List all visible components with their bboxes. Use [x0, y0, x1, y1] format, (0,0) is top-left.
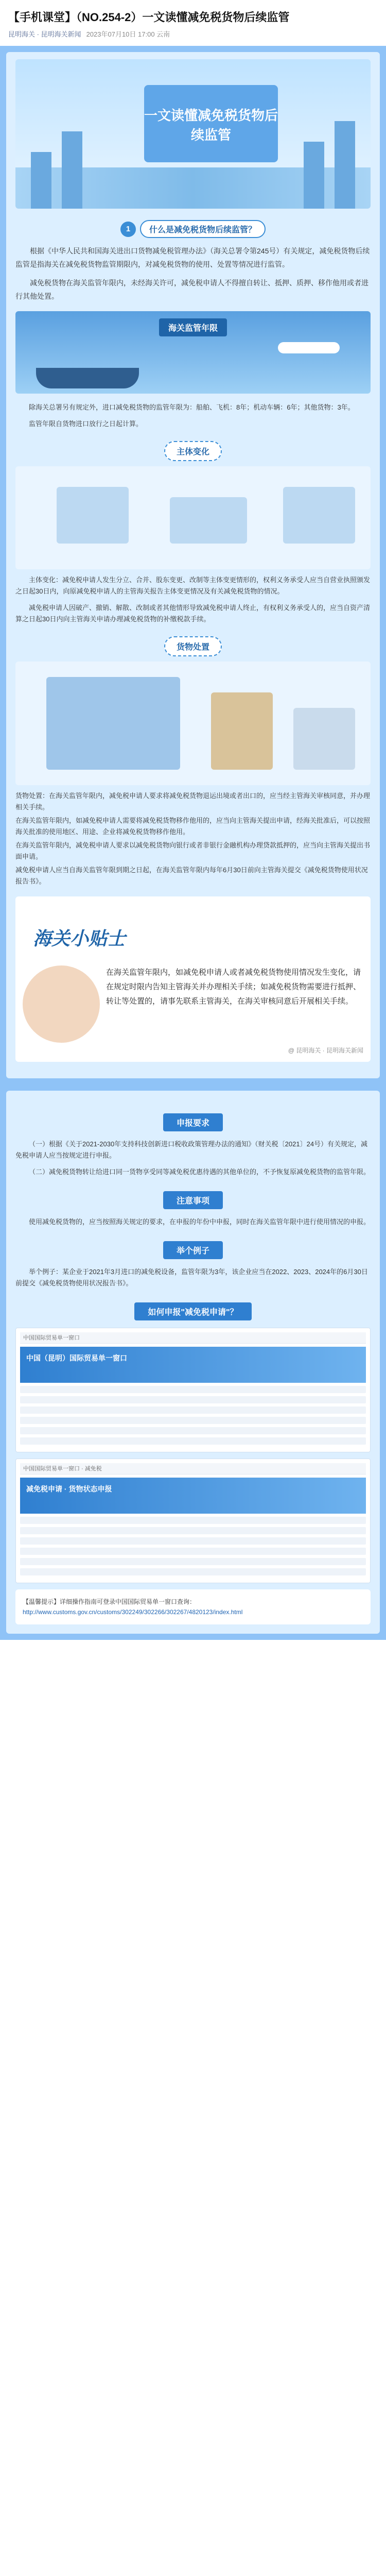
section-title: 主体变化 — [164, 441, 222, 461]
building — [62, 131, 82, 209]
list-item: 在海关监管年限内，如减免税申请人需要将减免税货物移作他用的，应当向主管海关提出申请，经海关批准后，可以按照海关批准的使用地区、用途、企业将减免税货物移作他用。 — [15, 817, 371, 836]
article-meta — [0, 29, 386, 46]
container-illustration — [15, 662, 371, 785]
worker-illustration — [293, 708, 355, 770]
section-heading — [15, 441, 371, 461]
tip-header — [23, 904, 363, 965]
handshake-illustration — [15, 466, 371, 569]
question-number: 1 — [120, 222, 136, 237]
paragraph: 减免税申请人因破产、撤销、解散、改制或者其他情形导致减免税申请人终止，有权利义务承受人的，应当自资产清算之日起30日内向主管海关申请办理减免税货物的补缴税款手续。 — [15, 604, 371, 623]
section-intro — [0, 46, 386, 1084]
footer-note — [15, 1589, 371, 1624]
officer-avatar — [23, 965, 100, 1043]
building — [31, 152, 51, 209]
section-title: 举个例子 — [163, 1241, 223, 1259]
disposal-list — [15, 790, 371, 887]
list-item: 在海关监管年限内，减免税申请人要求以减免税货物向银行或者非银行金融机构办理贷款抵押的，应当向主管海关提出书面申请。 — [15, 841, 371, 860]
section-heading — [15, 1241, 371, 1259]
building — [335, 121, 355, 209]
hero-title: 一文读懂减免税货物后续监管 — [144, 85, 278, 162]
tip-text: 在海关监管年限内，如减免税申请人或者减免税货物使用情况发生变化，请在规定时限内告知主管海关并办理相关手续；如减免税货物需要进行抵押、转让等处置的，请事先联系主管海关，在海关审核同意后开展相关手续。 — [106, 968, 361, 1006]
portal-banner: 减免税申请 · 货物状态申报 — [20, 1478, 366, 1514]
section-heading — [15, 1113, 371, 1131]
section-heading — [15, 1302, 371, 1320]
banner-title: 海关监管年限 — [159, 318, 227, 336]
screenshot-window — [15, 1328, 371, 1452]
section-heading — [15, 636, 371, 656]
hero-illustration — [15, 59, 371, 209]
paragraph: （二）减免税货物转让给进口同一货物享受同等减免税优惠待遇的其他单位的，不予恢复原减免税货物的监管年限。 — [29, 1168, 371, 1176]
image-source: @ 昆明海关 · 昆明海关新闻 — [288, 1047, 363, 1054]
paragraph: 举个例子：某企业于2021年3月进口的减免税设备，监管年限为3年，该企业应当在2022、2023、2024年的6月30日前提交《减免税货物使用状况报告书》。 — [15, 1268, 368, 1287]
handshake-icon — [170, 497, 247, 544]
person-illustration — [283, 487, 355, 544]
list-item: 减免税申请人应当自海关监管年限到期之日起，在海关监管年限内每年6月30日前向主管海关提交《减免税货物使用状况报告书》。 — [15, 866, 368, 885]
reference-link[interactable]: http://www.customs.gov.cn/customs/302249/302266/302267/4820123/index.html — [23, 1608, 243, 1616]
window-titlebar: 中国国际贸易单一窗口 — [20, 1332, 366, 1344]
paragraph: 根据《中华人民共和国海关进出口货物减免税管理办法》（海关总署令第245号）有关规定，减免税货物后续监管是指海关在减免税货物监管期限内，对减免税货物的使用、处置等情况进行监管。 — [15, 247, 370, 268]
paragraph: 除海关总署另有规定外，进口减免税货物的监管年限为：船舶、飞机：8年；机动车辆：6年；其他货物：3年。 — [29, 403, 355, 411]
list-item: 货物处置：在海关监管年限内，减免税申请人要求将减免税货物退运出境或者出口的，应当经主管海关审核同意，并办理相关手续。 — [15, 792, 371, 811]
paragraph: 使用减免税货物的，应当按照海关规定的要求，在申报的年份中申报，同时在海关监管年限中进行使用情况的申报。 — [29, 1218, 371, 1226]
section-declaration — [0, 1084, 386, 1640]
question-title: 什么是减免税货物后续监管？ — [140, 220, 266, 238]
section-title: 货物处置 — [164, 636, 222, 656]
page-bottom-spacer — [0, 1640, 386, 1671]
section-heading — [15, 1191, 371, 1209]
tip-title: 海关小贴士 — [33, 928, 126, 949]
article-title: 【手机课堂】（NO.254-2）一文读懂减免税货物后续监管 — [8, 11, 290, 24]
customs-banner — [15, 311, 371, 394]
container-icon — [46, 677, 180, 770]
ship-illustration — [36, 368, 139, 388]
portal-content — [20, 1386, 366, 1445]
screenshot-window — [15, 1459, 371, 1583]
footer-text: 【温馨提示】详细操作指南可登录中国国际贸易单一窗口查询： — [23, 1598, 196, 1605]
tip-card — [15, 896, 371, 1062]
account-link[interactable]: 昆明海关 · 昆明海关新闻 — [8, 30, 81, 38]
section-title: 申报要求 — [163, 1113, 223, 1131]
portal-banner: 中国（昆明）国际贸易单一窗口 — [20, 1347, 366, 1383]
paragraph: 监管年限自货物进口放行之日起计算。 — [29, 420, 143, 428]
paragraph: （一）根据《关于2021-2030年支持科技创新进口税收政策管理办法的通知》（财关税〔2021〕24号）有关规定，减免税申请人应当按规定进行申报。 — [15, 1140, 368, 1159]
intro-panel — [6, 52, 380, 1078]
plane-illustration — [278, 342, 340, 353]
publish-date: 2023年07月10日 17:00 云南 — [86, 30, 170, 38]
paragraph: 减免税货物在海关监管年限内，未经海关许可，减免税申请人不得擅自转让、抵押、质押、移作他用或者进行其他处置。 — [15, 279, 369, 300]
crate-icon — [211, 692, 273, 770]
declaration-panel — [6, 1091, 380, 1634]
person-illustration — [57, 487, 129, 544]
section-title: 如何申报"减免税申请"？ — [134, 1302, 251, 1320]
question-heading — [15, 220, 371, 238]
section-title: 注意事项 — [163, 1191, 223, 1209]
window-titlebar: 中国国际贸易单一窗口 · 减免税 — [20, 1463, 366, 1475]
paragraph: 主体变化：减免税申请人发生分立、合并、股东变更、改制等主体变更情形的，权利义务承受人应当自营业执照颁发之日起30日内，向原减免税申请人的主管海关报告主体变更情况及有关减免税货物的情况。 — [15, 576, 371, 595]
building — [304, 142, 324, 209]
portal-content — [20, 1517, 366, 1575]
tip-body — [23, 965, 363, 1043]
